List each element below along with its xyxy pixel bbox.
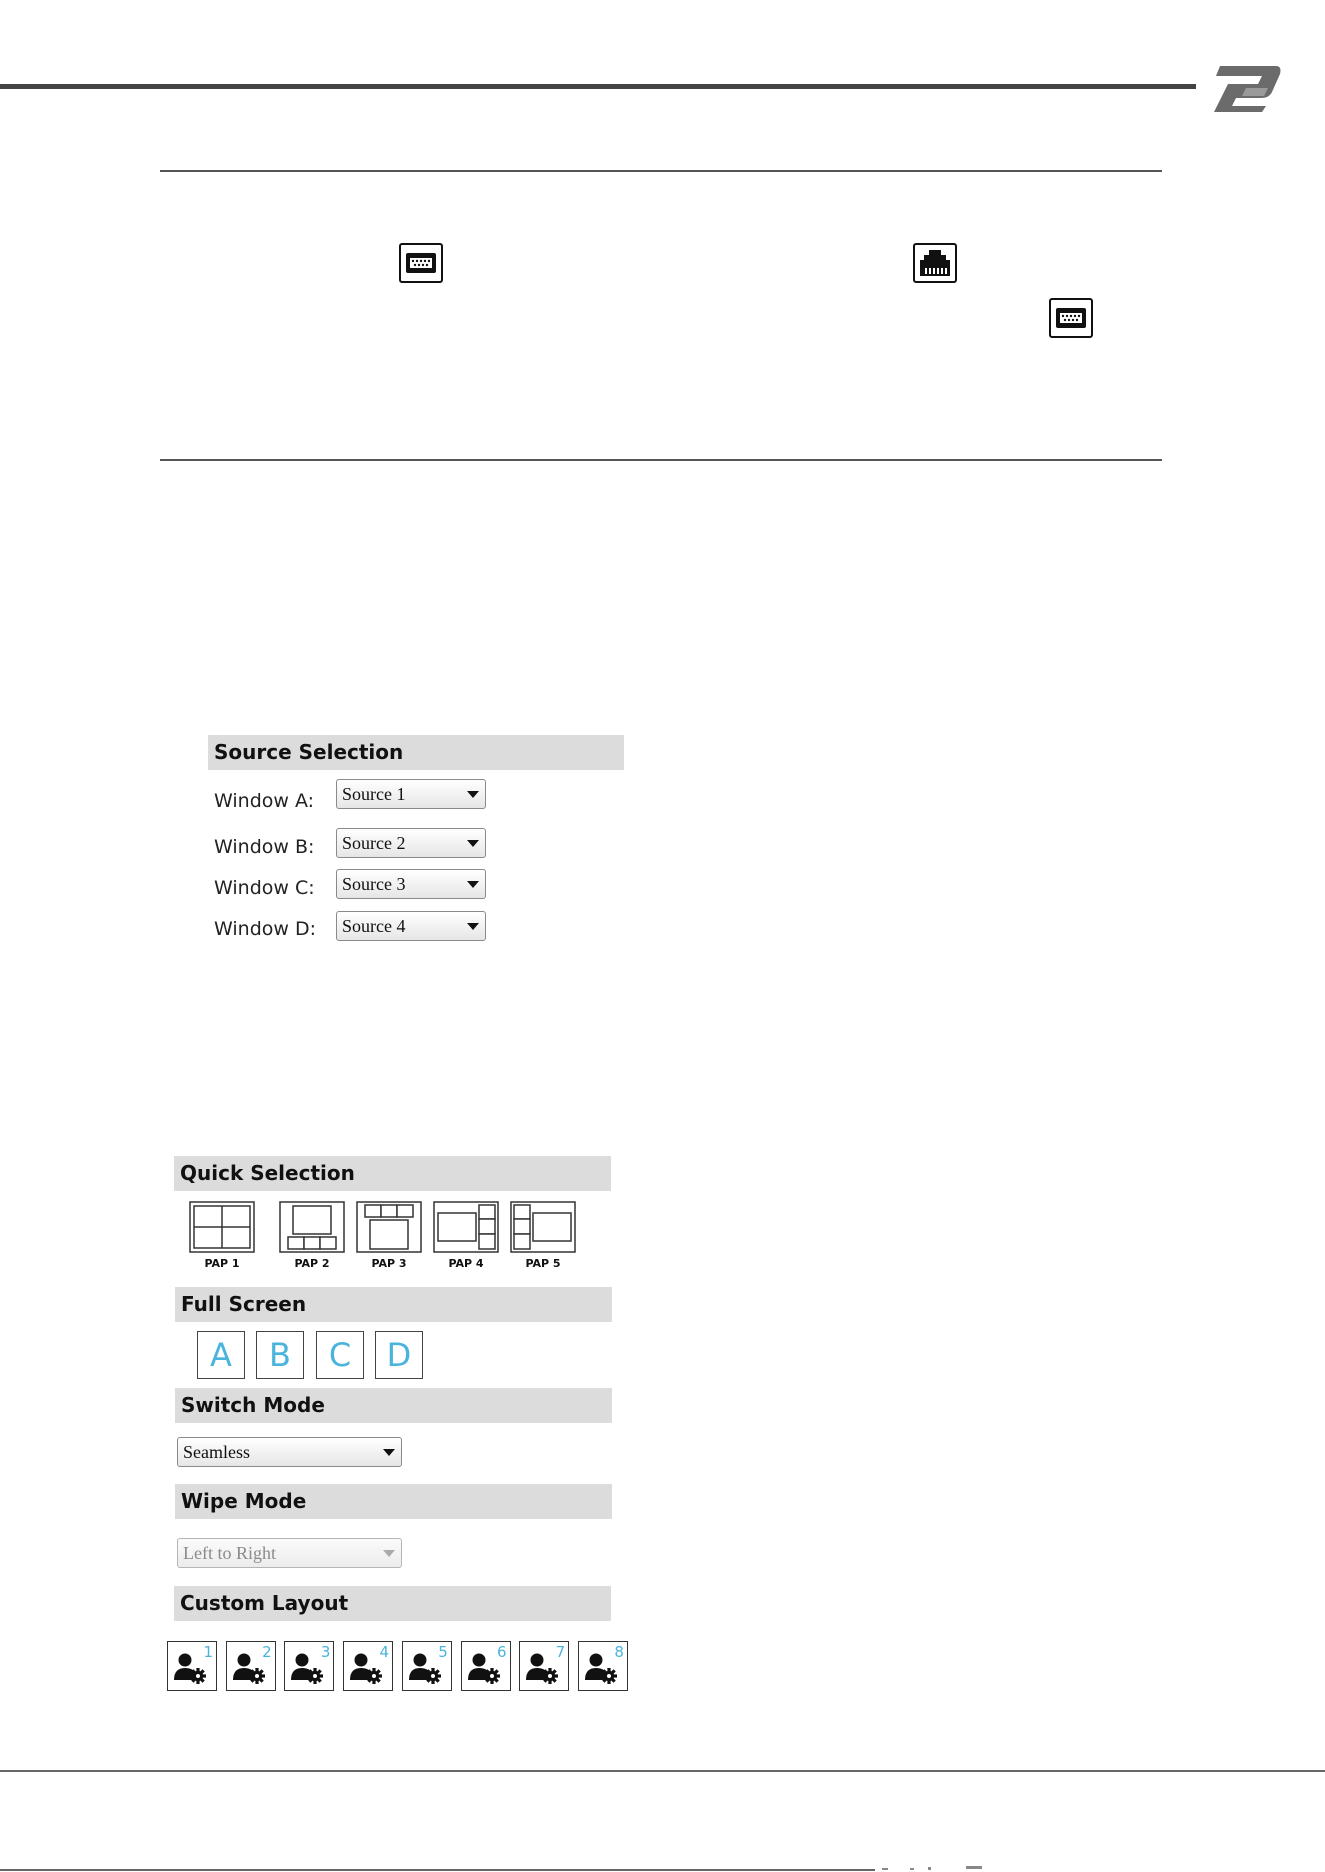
- brand-logo-icon: [1206, 62, 1284, 114]
- wipe-mode-select[interactable]: [177, 1538, 402, 1568]
- serial-port-icon: [1049, 298, 1093, 338]
- full-screen-header: Full Screen: [175, 1287, 612, 1322]
- custom-layout-number: 8: [614, 1643, 624, 1661]
- pap-5-caption: PAP 5: [525, 1257, 561, 1270]
- window-c-select[interactable]: [336, 869, 486, 899]
- pap-3-layout-icon: [356, 1201, 422, 1253]
- pap-4-layout-icon: [433, 1201, 499, 1253]
- window-d-value: Source 4: [342, 916, 406, 936]
- full-screen-c-button[interactable]: C: [316, 1331, 364, 1379]
- wipe-mode-header: Wipe Mode: [175, 1484, 612, 1519]
- pap-5-layout-icon: [510, 1201, 576, 1253]
- window-a-value: Source 1: [342, 784, 406, 804]
- window-d-select[interactable]: [336, 911, 486, 941]
- footer-dash-marks: [880, 1866, 1000, 1871]
- custom-layout-7-button[interactable]: [519, 1641, 569, 1691]
- pap-1-layout-icon: [189, 1201, 255, 1253]
- window-b-value: Source 2: [342, 833, 406, 853]
- custom-layout-3-button[interactable]: [284, 1641, 334, 1691]
- note-top-rule: [160, 170, 1162, 172]
- pap-2-layout-icon: [279, 1201, 345, 1253]
- chevron-down-icon: [467, 923, 479, 930]
- pap-1-caption: PAP 1: [204, 1257, 240, 1270]
- chevron-down-icon: [467, 840, 479, 847]
- window-c-value: Source 3: [342, 874, 406, 894]
- custom-layout-number: 3: [320, 1643, 331, 1661]
- switch-mode-value: Seamless: [183, 1442, 250, 1462]
- pap-3-button[interactable]: [356, 1201, 422, 1270]
- window-a-select[interactable]: [336, 779, 486, 809]
- serial-port-icon: [399, 243, 443, 283]
- full-screen-d-button[interactable]: D: [375, 1331, 423, 1379]
- custom-layout-1-button[interactable]: [167, 1641, 217, 1691]
- window-c-label: Window C:: [214, 877, 315, 899]
- source-selection-header: Source Selection: [208, 735, 624, 770]
- custom-layout-number: 7: [555, 1643, 566, 1661]
- custom-layout-8-button[interactable]: [578, 1641, 628, 1691]
- note-bottom-rule: [160, 459, 1162, 461]
- custom-layout-number: 6: [496, 1643, 507, 1661]
- window-d-label: Window D:: [214, 918, 316, 940]
- window-b-select[interactable]: [336, 828, 486, 858]
- switch-mode-header: Switch Mode: [175, 1388, 612, 1423]
- window-a-label: Window A:: [214, 790, 315, 812]
- wipe-mode-value: Left to Right: [183, 1543, 276, 1563]
- footer-rule: [0, 1770, 1325, 1772]
- custom-layout-number: 2: [262, 1643, 272, 1661]
- pap-5-button[interactable]: [510, 1201, 576, 1270]
- custom-layout-number: 5: [438, 1643, 448, 1661]
- full-screen-b-button[interactable]: B: [256, 1331, 304, 1379]
- chevron-down-icon: [467, 881, 479, 888]
- chevron-down-icon: [467, 791, 479, 798]
- pap-3-caption: PAP 3: [371, 1257, 407, 1270]
- ethernet-port-icon: [913, 243, 957, 283]
- window-b-label: Window B:: [214, 836, 315, 858]
- pap-4-button[interactable]: [433, 1201, 499, 1270]
- custom-layout-header: Custom Layout: [174, 1586, 611, 1621]
- custom-layout-6-button[interactable]: [461, 1641, 511, 1691]
- pap-2-button[interactable]: [279, 1201, 345, 1270]
- pap-1-button[interactable]: [189, 1201, 255, 1270]
- custom-layout-4-button[interactable]: [343, 1641, 393, 1691]
- pap-2-caption: PAP 2: [294, 1257, 330, 1270]
- footer-bottom-rule: [0, 1869, 875, 1871]
- quick-selection-header: Quick Selection: [174, 1156, 611, 1191]
- full-screen-a-button[interactable]: A: [197, 1331, 245, 1379]
- chevron-down-icon: [383, 1550, 395, 1557]
- chevron-down-icon: [383, 1449, 395, 1456]
- custom-layout-number: 1: [203, 1643, 213, 1661]
- custom-layout-2-button[interactable]: [226, 1641, 276, 1691]
- custom-layout-number: 4: [379, 1643, 390, 1661]
- pap-4-caption: PAP 4: [448, 1257, 484, 1270]
- custom-layout-5-button[interactable]: [402, 1641, 452, 1691]
- header-rule: [0, 84, 1196, 89]
- switch-mode-select[interactable]: [177, 1437, 402, 1467]
